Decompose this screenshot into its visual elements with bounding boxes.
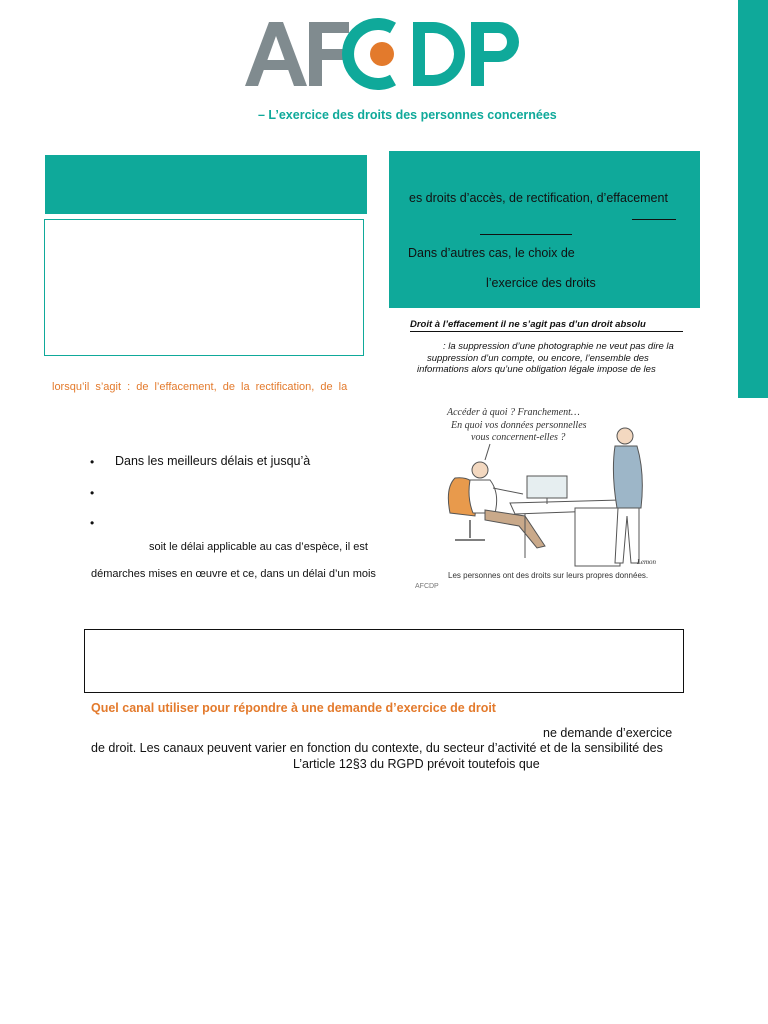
section-text-line: de droit. Les canaux peuvent varier en fonction du contexte, du secteur d’activité et de la sensibilité des xyxy=(91,741,663,755)
heading-underline xyxy=(410,331,683,332)
erasure-text-line: : la suppression d’une photographie ne veut pas dire la xyxy=(443,341,674,352)
speech-line: En quoi vos données personnelles xyxy=(451,420,587,431)
teal-title-box xyxy=(45,155,367,214)
document-subtitle: – L’exercice des droits des personnes concernées xyxy=(258,108,557,122)
cartoon-illustration xyxy=(415,398,665,590)
cartoon-caption: Les personnes ont des droits sur leurs propres données. xyxy=(448,571,649,580)
info-line-rights: es droits d’accès, de rectification, d’effacement xyxy=(409,191,668,205)
section-text-line: L’article 12§3 du RGPD prévoit toutefois que xyxy=(293,757,540,771)
bullet-icon: • xyxy=(90,455,95,469)
cartoon-signature: Lemon xyxy=(637,558,657,566)
info-line-choice: Dans d’autres cas, le choix de xyxy=(408,246,575,260)
side-accent-bar xyxy=(738,0,768,398)
erasure-text-line: informations alors qu’une obligation légale impose de les xyxy=(417,364,656,375)
bullet-text: Dans les meilleurs délais et jusqu’à xyxy=(115,454,311,468)
bullet-icon: • xyxy=(90,516,95,530)
outlined-section-box xyxy=(84,629,684,693)
deadline-text-line: démarches mises en œuvre et ce, dans un délai d’un mois xyxy=(91,568,376,580)
section-heading: Quel canal utiliser pour répondre à une demande d’exercice de droit xyxy=(91,701,496,715)
cartoon-logo: AFCDP xyxy=(415,583,439,590)
erasure-text-line: suppression d’un compte, ou encore, l’ensemble des xyxy=(427,353,649,364)
afcdp-logo xyxy=(243,18,525,92)
outlined-text-box xyxy=(44,219,364,356)
bullet-icon: • xyxy=(90,486,95,500)
speech-line: vous concernent-elles ? xyxy=(471,432,566,443)
teal-info-box xyxy=(389,151,700,308)
info-line-exercise: l’exercice des droits xyxy=(486,276,596,290)
deadline-text-line: soit le délai applicable au cas d’espèce, il est xyxy=(149,541,368,553)
section-text-line: ne demande d’exercice xyxy=(543,726,673,740)
speech-line: Accéder à quoi ? Franchement… xyxy=(447,407,580,418)
underline-mark xyxy=(480,234,572,235)
orange-note-line: lorsqu’il s’agit : de l’effacement, de la rectification, de la xyxy=(52,381,348,393)
underline-mark xyxy=(632,219,676,220)
cartoon-drawing xyxy=(415,398,665,590)
erasure-heading: Droit à l’effacement il ne s’agit pas d’un droit absolu xyxy=(410,319,646,330)
